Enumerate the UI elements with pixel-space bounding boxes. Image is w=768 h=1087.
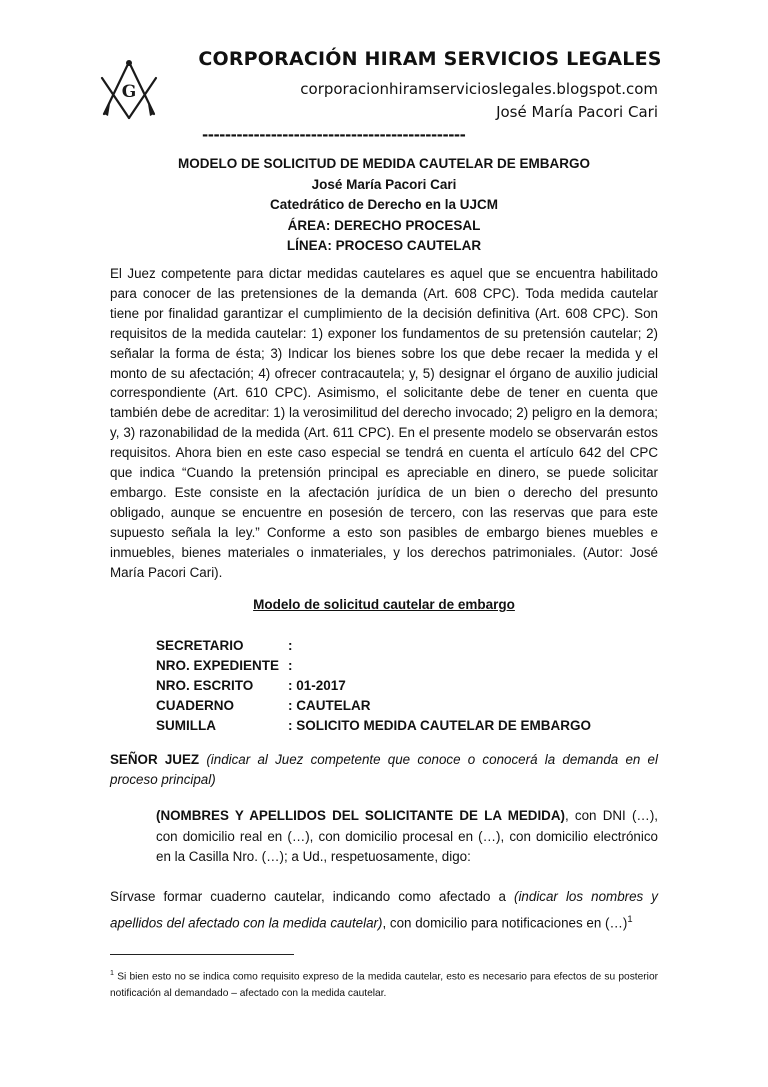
field-label: NRO. ESCRITO	[156, 678, 254, 693]
intro-paragraph: El Juez competente para dictar medidas cautelares es aquel que se encuentra habilitado para conocer de las pretensiones de la demanda (Art. 608 CPC). Toda medida cautelar tiene por finalidad garantizar el cumplimiento de la decisión definitiva (Art. 608 CPC). Son requisitos de la medida cautelar: 1) exponer los fundamentos de su pretensión cautelar; 2) señalar la forma de ésta; 3) Indicar los bienes sobre los que debe recaer la medida y el monto de su afectación; 4) ofrecer contracautela; y, 5) designar el órgano de auxilio judicial correspondiente (Art. 610 CPC). Asimismo, el solicitante debe de tener en cuenta que también debe de acreditar: 1) la verosimilitud del derecho invocado; 2) peligro en la demora; y, 3) razonabilidad de la medida (Art. 611 CPC). En el presente modelo se observarán estos requisitos. Ahora bien en este caso especial se tendrá en cuenta el artículo 642 del CPC que indica “Cuando la pretensión principal es apreciable en dinero, se puede solicitar embargo. Este consiste en la afectación jurídica de un bien o derecho del presunto obligado, aunque se encuentre en posesión de tercero, con las reservas que para este supuesto señala la ley.” Conforme a esto son pasibles de embargo bienes muebles e inmuebles, bienes materiales o inmateriales, y los derechos patrimoniales. (Autor: José María Pacori Cari).	[110, 266, 658, 580]
field-value: : 01-2017	[288, 678, 346, 693]
model-title: Modelo de solicitud cautelar de embargo	[253, 597, 515, 612]
footnote-divider	[110, 954, 294, 955]
heading-position: Catedrático de Derecho en la UJCM	[269, 197, 499, 212]
footnote-number: 1	[110, 969, 114, 977]
heading-author: José María Pacori Cari	[311, 176, 457, 192]
field-value: : CAUTELAR	[288, 698, 371, 713]
field-label: CUADERNO	[156, 698, 235, 713]
addressee-paragraph	[110, 750, 658, 790]
field-value: :	[288, 638, 293, 653]
field-label: SECRETARIO	[156, 638, 244, 653]
field-label: NRO. EXPEDIENTE	[156, 658, 280, 673]
field-value: :	[288, 658, 293, 673]
square-and-compass-icon	[96, 58, 162, 124]
footnote-reference[interactable]: 1	[627, 914, 633, 924]
field-sumilla	[156, 716, 591, 736]
addressee-bold: SEÑOR JUEZ	[110, 752, 200, 767]
document-title: MODELO DE SOLICITUD DE MEDIDA CAUTELAR DE EMBARGO	[177, 156, 590, 171]
request-paragraph	[110, 886, 658, 934]
addressee-italic: (indicar al Juez competente que conoce o conocerá la demanda en el proceso principal)	[110, 752, 658, 787]
header-author: José María Pacori Cari	[496, 103, 658, 121]
request-italic: (indicar los nombres y apellidos del afectado con la medida cautelar)	[110, 889, 659, 931]
blog-url: corporacionhiramservicioslegales.blogspot.com	[300, 80, 658, 98]
document-heading	[110, 154, 658, 257]
applicant-bold: (NOMBRES Y APELLIDOS DEL SOLICITANTE DE LA MEDIDA)	[156, 808, 565, 823]
request-text-1: Sírvase formar cuaderno cautelar, indicando como afectado a	[110, 889, 514, 904]
footnote	[110, 965, 658, 1002]
applicant-paragraph	[156, 806, 658, 868]
field-secretario	[156, 636, 591, 656]
organization-title: CORPORACIÓN HIRAM SERVICIOS LEGALES	[198, 48, 662, 70]
header-separator: ----------------------------------------------	[202, 126, 466, 144]
field-expediente	[156, 656, 591, 676]
field-cuaderno	[156, 696, 591, 716]
field-escrito	[156, 676, 591, 696]
field-label: SUMILLA	[156, 718, 216, 733]
applicant-text: , con DNI (…), con domicilio real en (…), con domicilio procesal en (…), con domicilio electrónico en la Casilla Nro. (…); a Ud., respetuosamente, digo:	[156, 808, 659, 864]
footnote-text: Si bien esto no se indica como requisito expreso de la medida cautelar, esto es necesario para efectos de su posterior notificación al demandado – afectado con la medida cautelar.	[110, 971, 658, 999]
request-text-2: , con domicilio para notificaciones en (…)	[382, 915, 628, 931]
field-value: : SOLICITO MEDIDA CAUTELAR DE EMBARGO	[288, 718, 591, 733]
heading-area: ÁREA: DERECHO PROCESAL	[287, 217, 481, 233]
logo-letter: G	[121, 82, 137, 102]
case-fields	[156, 636, 591, 736]
heading-line: LÍNEA: PROCESO CAUTELAR	[286, 238, 482, 253]
